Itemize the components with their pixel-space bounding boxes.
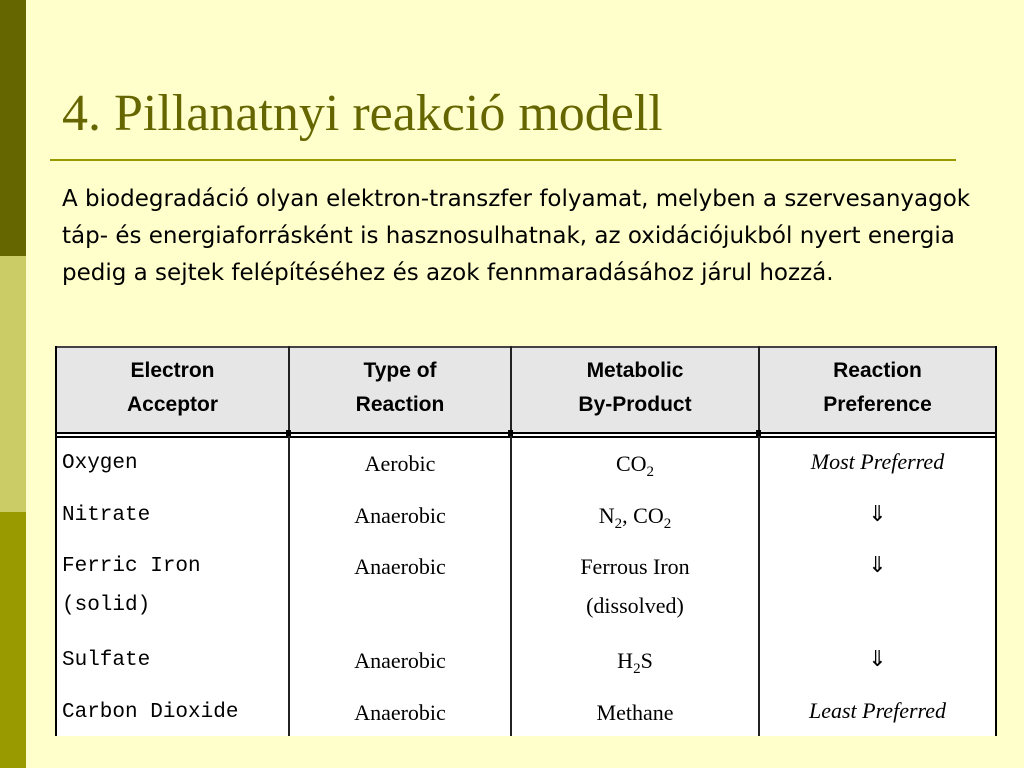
header-line: Acceptor [126,393,219,416]
cell-reaction-type: Anaerobic [354,700,446,725]
cell-by-product: Methane [596,700,674,725]
side-band-bottom [0,512,26,768]
cell-reaction-type: Anaerobic [354,648,446,673]
divider-tick [756,430,761,436]
formula-subscript: 2 [646,464,655,480]
header-metabolic-by-product [512,346,758,430]
divider-tick [286,430,291,436]
down-arrow-icon: ⇓ [868,553,887,578]
cell-acceptor: Ferric Iron [62,555,201,578]
cell-reaction-type: Anaerobic [354,554,446,579]
slide-title: 4. Pillanatnyi reakció modell [62,85,663,142]
cell-acceptor: Nitrate [62,504,151,527]
formula-subscript: 2 [663,516,672,532]
header-line: Electron [130,359,215,382]
formula-part: , CO [622,503,664,528]
header-line: By-Product [578,393,692,416]
formula-subscript: 2 [614,516,623,532]
cell-preference: Least Preferred [808,698,947,723]
header-double-rule [57,436,995,438]
cell-by-product [512,648,758,677]
header-line: Metabolic [586,359,684,382]
cell-by-product [512,451,758,480]
electron-acceptor-table [55,346,997,736]
side-band-top [0,0,26,256]
formula-part: H [617,648,634,673]
formula-part: S [640,648,653,673]
cell-acceptor-line2: (solid) [62,594,151,617]
cell-acceptor: Oxygen [62,452,138,475]
cell-reaction-type: Aerobic [364,451,436,476]
divider-tick [508,430,513,436]
cell-reaction-type: Anaerobic [354,503,446,528]
cell-acceptor: Carbon Dioxide [62,701,239,724]
title-divider [50,159,956,161]
header-type-of-reaction [290,346,510,430]
formula-part: CO [615,451,647,476]
header-line: Reaction [355,393,445,416]
cell-by-product: Ferrous Iron [580,554,690,579]
formula-subscript: 2 [633,661,641,677]
down-arrow-icon: ⇓ [868,502,887,527]
header-line: Preference [823,393,932,416]
cell-acceptor: Sulfate [62,649,151,672]
side-band-middle [0,256,26,512]
header-line: Reaction [833,359,922,382]
header-line: Type of [363,359,437,382]
cell-preference: Most Preferred [810,449,945,474]
cell-by-product-line2: (dissolved) [586,593,684,618]
cell-by-product [512,503,758,532]
body-paragraph: A biodegradáció olyan elektron-transzfer folyamat, melyben a szervesanyagok táp- és energiaforrásként is hasznosulhatnak, az oxidációjukból nyert energia pedig a sejtek felépítéséhez és azok fennmaradásához járul hozzá. [62,186,971,286]
header-electron-acceptor [57,346,288,430]
header-reaction-preference [760,346,995,430]
down-arrow-icon: ⇓ [868,647,887,672]
formula-part: N [598,503,615,528]
